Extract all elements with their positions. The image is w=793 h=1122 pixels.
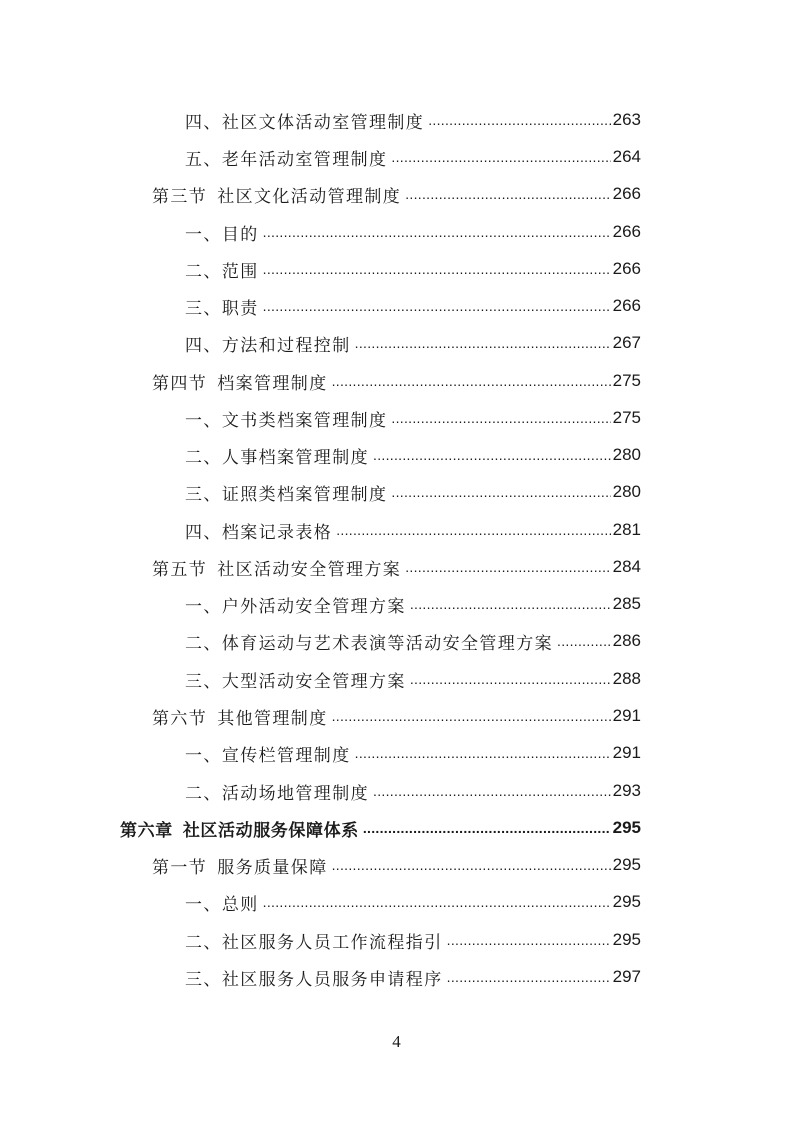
toc-entry[interactable]	[185, 515, 641, 545]
dot-leader	[332, 371, 611, 391]
dot-leader	[263, 296, 611, 316]
toc-entry-label: 五、老年活动室管理制度	[185, 149, 388, 170]
dot-leader	[363, 818, 611, 838]
toc-page-number: 285	[612, 594, 641, 613]
toc-entry[interactable]	[185, 962, 641, 992]
toc-entry-label: 一、户外活动安全管理方案	[185, 596, 406, 617]
dot-leader	[263, 892, 611, 912]
toc-section-entry[interactable]	[152, 701, 641, 731]
toc-page-number: 280	[612, 445, 641, 464]
toc-page-number: 267	[612, 333, 641, 352]
toc-entry[interactable]	[185, 403, 641, 433]
toc-section-entry[interactable]	[152, 850, 641, 880]
toc-entry[interactable]	[185, 738, 641, 768]
toc-entry[interactable]	[185, 776, 641, 806]
toc-entry-label: 三、证照类档案管理制度	[185, 484, 388, 505]
dot-leader	[263, 222, 611, 242]
toc-entry-label: 二、人事档案管理制度	[185, 447, 370, 468]
dot-leader	[391, 147, 610, 167]
toc-entry[interactable]	[185, 105, 641, 135]
toc-entry-label: 二、范围	[185, 261, 259, 282]
toc-entry-label: 一、文书类档案管理制度	[185, 410, 388, 431]
toc-entry-label: 三、社区服务人员服务申请程序	[185, 969, 443, 990]
toc-entry-label: 第六章 社区活动服务保障体系	[120, 820, 359, 841]
toc-section-entry[interactable]	[152, 552, 641, 582]
toc-entry-label: 四、方法和过程控制	[185, 335, 351, 356]
toc-entry-label: 一、目的	[185, 224, 259, 245]
dot-leader	[405, 557, 610, 577]
toc-page-number: 288	[612, 669, 641, 688]
toc-section-entry[interactable]	[152, 366, 641, 396]
toc-page-number: 295	[612, 930, 641, 949]
toc-entry[interactable]	[185, 925, 641, 955]
toc-page-number: 291	[612, 743, 641, 762]
toc-page-number: 264	[612, 147, 641, 166]
toc-entry-label: 一、宣传栏管理制度	[185, 745, 351, 766]
toc-entry[interactable]	[185, 589, 641, 619]
toc-entry[interactable]	[185, 477, 641, 507]
toc-entry[interactable]	[185, 328, 641, 358]
toc-page-number: 295	[612, 818, 641, 837]
dot-leader	[332, 855, 611, 875]
toc-page-number: 275	[612, 408, 641, 427]
dot-leader	[355, 333, 611, 353]
dot-leader	[405, 184, 610, 204]
dot-leader	[557, 631, 611, 651]
toc-page-number: 263	[612, 110, 641, 129]
toc-page-number: 266	[612, 184, 641, 203]
toc-entry[interactable]	[185, 440, 641, 470]
toc-page-number: 266	[612, 296, 641, 315]
dot-leader	[263, 259, 611, 279]
toc-page-number: 281	[612, 520, 641, 539]
toc-entry-label: 一、总则	[185, 894, 259, 915]
dot-leader	[391, 408, 610, 428]
dot-leader	[391, 482, 610, 502]
dot-leader	[410, 594, 611, 614]
page-footer-number: 4	[392, 1032, 401, 1051]
toc-entry[interactable]	[185, 217, 641, 247]
toc-entry-label: 二、活动场地管理制度	[185, 783, 370, 804]
toc-page-number: 286	[612, 631, 641, 650]
dot-leader	[336, 520, 610, 540]
toc-entry-label: 第一节 服务质量保障	[152, 857, 328, 878]
toc-entry-label: 四、社区文体活动室管理制度	[185, 112, 425, 133]
toc-page-number: 280	[612, 482, 641, 501]
toc-entry-label: 第三节 社区文化活动管理制度	[152, 186, 402, 207]
toc-entry[interactable]	[185, 887, 641, 917]
toc-entry-label: 二、社区服务人员工作流程指引	[185, 932, 443, 953]
dot-leader	[410, 669, 611, 689]
dot-leader	[373, 781, 611, 801]
toc-entry-label: 三、大型活动安全管理方案	[185, 671, 406, 692]
toc-page-number: 295	[612, 892, 641, 911]
toc-page-number: 293	[612, 781, 641, 800]
toc-entry-label: 三、职责	[185, 298, 259, 319]
toc-entry-label: 二、体育运动与艺术表演等活动安全管理方案	[185, 633, 554, 654]
dot-leader	[355, 743, 611, 763]
toc-entry[interactable]	[185, 626, 641, 656]
toc-entry-label: 第五节 社区活动安全管理方案	[152, 559, 402, 580]
toc-entry[interactable]	[185, 291, 641, 321]
toc-page-number: 275	[612, 371, 641, 390]
toc-chapter-entry[interactable]	[120, 813, 641, 843]
toc-entry-label: 四、档案记录表格	[185, 522, 333, 543]
toc-page-number: 291	[612, 706, 641, 725]
toc-entry[interactable]	[185, 142, 641, 172]
toc-entry-label: 第四节 档案管理制度	[152, 373, 328, 394]
toc-section-entry[interactable]	[152, 179, 641, 209]
toc-page-number: 266	[612, 259, 641, 278]
dot-leader	[447, 930, 611, 950]
dot-leader	[428, 110, 610, 130]
dot-leader	[447, 967, 611, 987]
toc-page-number: 284	[612, 557, 641, 576]
toc-entry[interactable]	[185, 254, 641, 284]
dot-leader	[373, 445, 611, 465]
dot-leader	[332, 706, 611, 726]
toc-page-number: 295	[612, 855, 641, 874]
toc-entry-label: 第六节 其他管理制度	[152, 708, 328, 729]
toc-page-number: 266	[612, 222, 641, 241]
toc-page-number: 297	[612, 967, 641, 986]
toc-entry[interactable]	[185, 664, 641, 694]
